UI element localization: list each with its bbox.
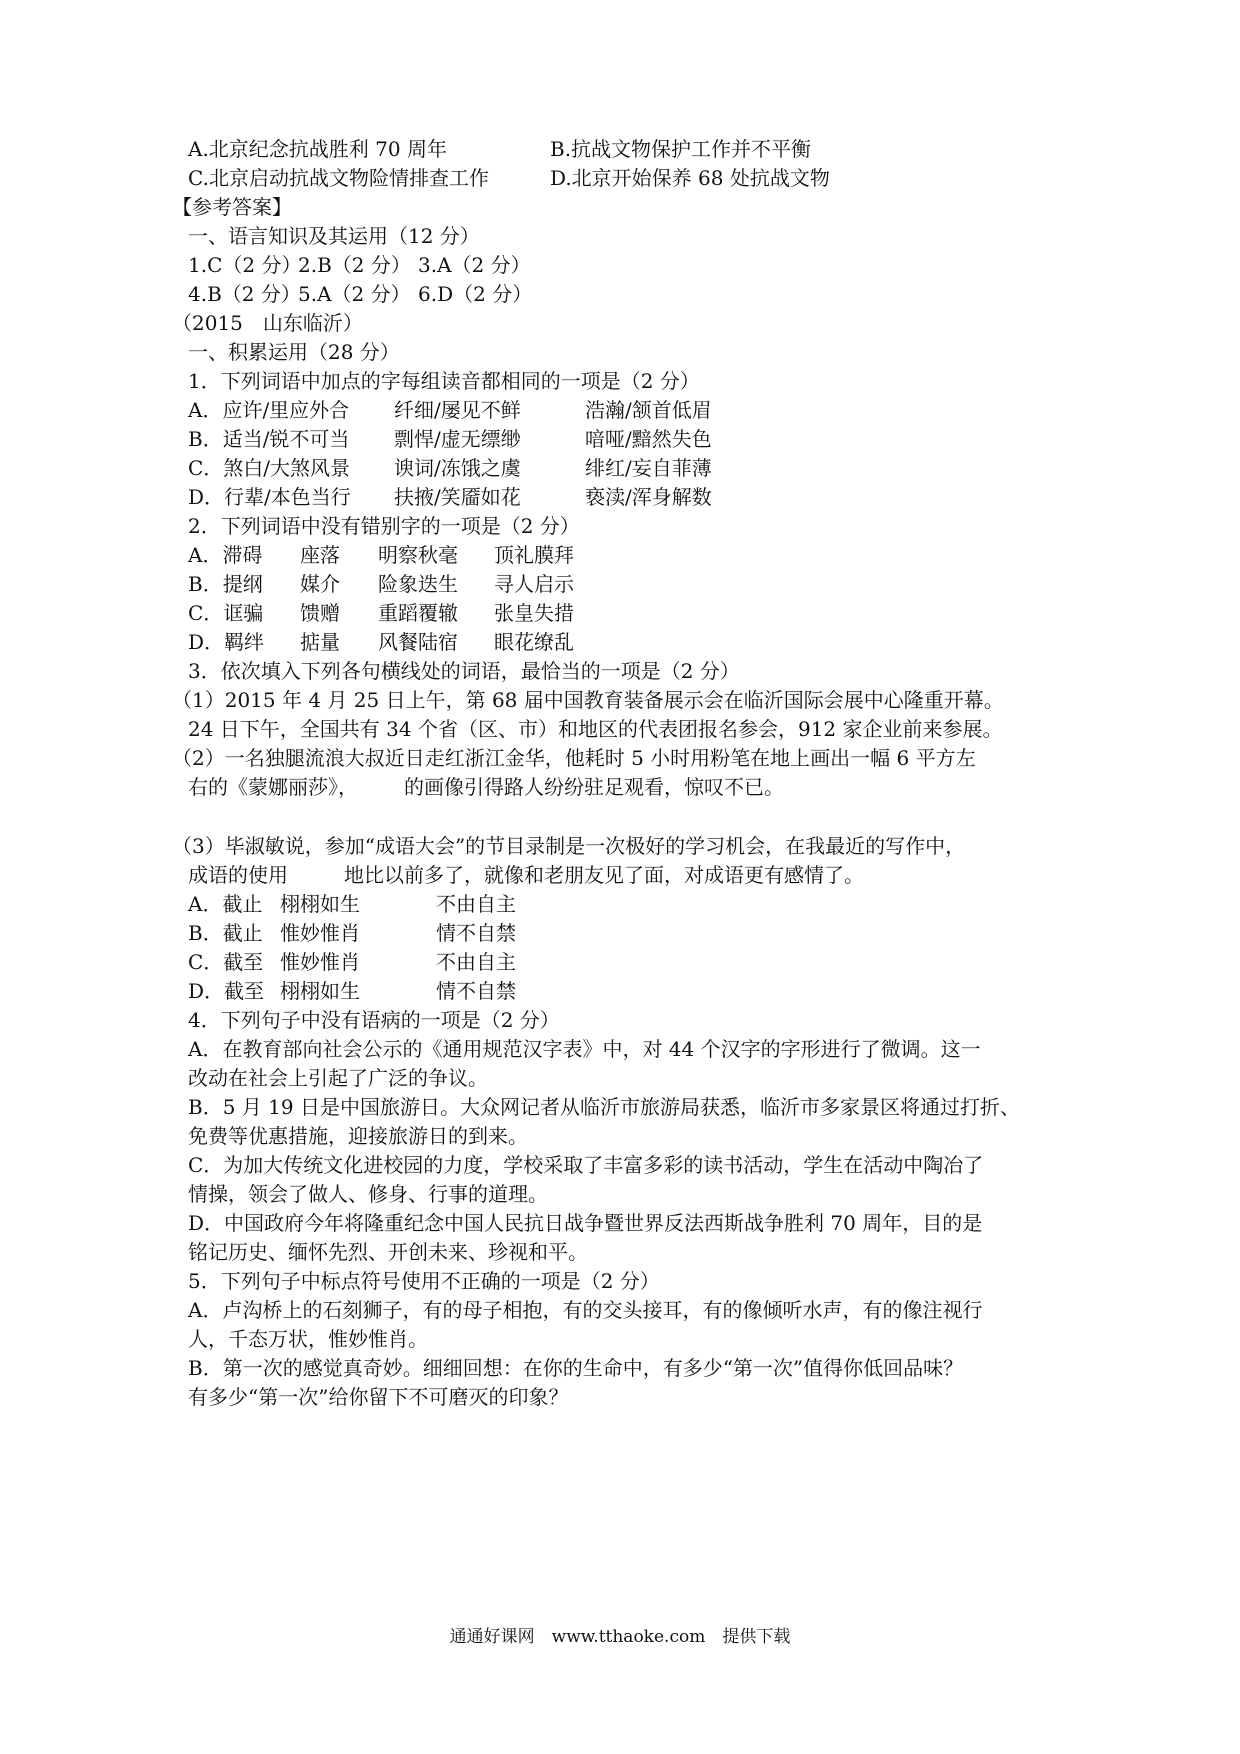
q2-cell: D．羁绊 [188, 630, 265, 654]
q4-option-d-line-1: D．中国政府今年将隆重纪念中国人民抗日战争暨世界反法西斯战争胜利 70 周年，目的是 [188, 1211, 983, 1235]
q2-cell: 险象迭生 [378, 572, 458, 596]
option-c-line: C.北京启动抗战文物险情排查工作 [188, 166, 489, 190]
q5-option-b-line-2: 有多少“第一次”给你留下不可磨灭的印象？ [188, 1385, 569, 1409]
q3-cell: 栩栩如生 [280, 892, 360, 916]
q1-cell: C．煞白/大煞风景 [188, 456, 351, 480]
q4-option-d-line-2: 铭记历史、缅怀先烈、开创未来、珍视和平。 [188, 1240, 588, 1264]
q2-cell: 顶礼膜拜 [494, 543, 574, 567]
option-a-line: A.北京纪念抗战胜利 70 周年 [188, 137, 447, 161]
answer-item: 2.B（2 分） [298, 253, 411, 277]
q5-option-a-line-2: 人，千态万状，惟妙惟肖。 [188, 1327, 428, 1351]
q2-cell: 风餐陆宿 [378, 630, 458, 654]
q2-cell: 座落 [300, 543, 340, 567]
q2-cell: 寻人启示 [494, 572, 574, 596]
option-d-line: D.北京开始保养 68 处抗战文物 [550, 166, 830, 190]
page-footer: 通通好课网 www.tthaoke.com 提供下载 [449, 1627, 791, 1647]
section-title: 一、积累运用（28 分） [188, 340, 400, 364]
q1-cell: B．适当/锐不可当 [188, 427, 350, 451]
q3-cell: D．截至 [188, 979, 265, 1003]
q4-option-a-line-2: 改动在社会上引起了广泛的争议。 [188, 1066, 488, 1090]
q1-cell: 纤细/屡见不鲜 [394, 398, 521, 422]
q4-option-c-line-1: C．为加大传统文化进校园的力度，学校采取了丰富多彩的读书活动，学生在活动中陶冶了 [188, 1153, 984, 1177]
q3-text: 地比以前多了，就像和老朋友见了面，对成语更有感情了。 [344, 863, 864, 887]
q3-cell: 不由自主 [436, 950, 516, 974]
q3-cell: C．截至 [188, 950, 264, 974]
q3-cell: 情不自禁 [436, 921, 516, 945]
q2-cell: C．诓骗 [188, 601, 264, 625]
q3-cell: 不由自主 [436, 892, 516, 916]
q1-cell: 浩瀚/颔首低眉 [585, 398, 712, 422]
q3-cell: 栩栩如生 [280, 979, 360, 1003]
source-label: （2015 山东临沂） [172, 311, 363, 335]
answer-heading: 【参考答案】 [172, 195, 292, 219]
q2-cell: A．滞碍 [188, 543, 263, 567]
question-4-stem: 4．下列句子中没有语病的一项是（2 分） [188, 1008, 560, 1032]
option-b-line: B.抗战文物保护工作并不平衡 [550, 137, 812, 161]
question-2-stem: 2．下列词语中没有错别字的一项是（2 分） [188, 514, 580, 538]
q3-cell: 情不自禁 [436, 979, 516, 1003]
q5-option-b-line-1: B．第一次的感觉真奇妙。细细回想：在你的生命中，有多少“第一次”值得你低回品味？ [188, 1356, 964, 1380]
q1-cell: 扶掖/笑靥如花 [394, 485, 521, 509]
q3-passage-3-line-1: （3）毕淑敏说，参加“成语大会”的节目录制是一次极好的学习机会，在我最近的写作中， [172, 834, 966, 858]
answer-item: 4.B（2 分） [188, 282, 301, 306]
q1-cell: 亵渎/浑身解数 [585, 485, 712, 509]
q1-cell: 喑哑/黯然失色 [585, 427, 712, 451]
q4-option-b-line-1: B．5 月 19 日是中国旅游日。大众网记者从临沂市旅游局获悉，临沂市多家景区将通过打折、 [188, 1095, 1020, 1119]
answer-item: 5.A（2 分） [298, 282, 411, 306]
q3-cell: A．截止 [188, 892, 263, 916]
q1-cell: 剽悍/虚无缥缈 [394, 427, 521, 451]
q2-cell: 张皇失措 [494, 601, 574, 625]
question-5-stem: 5．下列句子中标点符号使用不正确的一项是（2 分） [188, 1269, 660, 1293]
q2-cell: 眼花缭乱 [494, 630, 574, 654]
q1-cell: 绯红/妄自菲薄 [585, 456, 712, 480]
q4-option-c-line-2: 情操，领会了做人、修身、行事的道理。 [188, 1182, 548, 1206]
answer-item: 3.A（2 分） [418, 253, 531, 277]
q2-cell: 馈赠 [300, 601, 340, 625]
q3-cell: 惟妙惟肖 [280, 950, 360, 974]
q2-cell: 媒介 [300, 572, 340, 596]
q3-passage-1-line-1: （1）2015 年 4 月 25 日上午，第 68 届中国教育装备展示会在临沂国际会展中心隆重开幕。 [172, 688, 1004, 712]
q3-cell: 惟妙惟肖 [280, 921, 360, 945]
q5-option-a-line-1: A．卢沟桥上的石刻狮子，有的母子相抱，有的交头接耳，有的像倾听水声，有的像注视行 [188, 1298, 983, 1322]
q2-cell: B．提纲 [188, 572, 263, 596]
q1-cell: A．应许/里应外合 [188, 398, 350, 422]
q4-option-a-line-1: A．在教育部向社会公示的《通用规范汉字表》中，对 44 个汉字的字形进行了微调。这一 [188, 1037, 981, 1061]
q3-text: 右的《蒙娜丽莎》， [188, 775, 358, 799]
answer-section-title: 一、语言知识及其运用（12 分） [188, 224, 480, 248]
answer-item: 6.D（2 分） [418, 282, 533, 306]
q1-cell: 谀词/冻饿之虞 [394, 456, 521, 480]
q3-text: 成语的使用 [188, 863, 288, 887]
q2-cell: 掂量 [300, 630, 340, 654]
q3-cell: B．截止 [188, 921, 263, 945]
q2-cell: 明察秋毫 [378, 543, 458, 567]
q3-passage-2-line-1: （2）一名独腿流浪大叔近日走红浙江金华，他耗时 5 小时用粉笔在地上画出一幅 6 平方左 [172, 746, 976, 770]
q3-text: 的画像引得路人纷纷驻足观看，惊叹不已。 [404, 775, 784, 799]
question-1-stem: 1．下列词语中加点的字每组读音都相同的一项是（2 分） [188, 369, 700, 393]
question-3-stem: 3．依次填入下列各句横线处的词语，最恰当的一项是（2 分） [188, 659, 740, 683]
answer-item: 1.C（2 分） [188, 253, 302, 277]
q1-cell: D．行辈/本色当行 [188, 485, 351, 509]
q2-cell: 重蹈覆辙 [378, 601, 458, 625]
q3-passage-1-line-2: 24 日下午，全国共有 34 个省（区、市）和地区的代表团报名参会，912 家企业前来参展。 [188, 717, 1003, 741]
q4-option-b-line-2: 免费等优惠措施，迎接旅游日的到来。 [188, 1124, 528, 1148]
